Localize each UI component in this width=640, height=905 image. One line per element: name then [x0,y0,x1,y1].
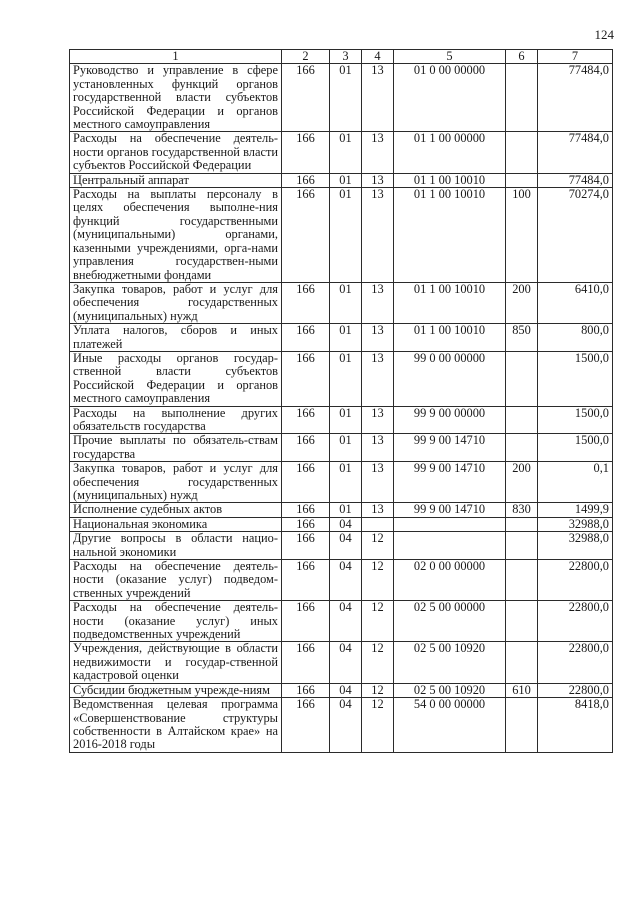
row-admin-code: 166 [282,698,330,753]
header-col-5: 5 [394,50,506,64]
row-target-article: 02 5 00 00000 [394,601,506,642]
row-expense-type [506,517,538,531]
row-admin-code: 166 [282,517,330,531]
row-subsection: 12 [362,532,394,560]
header-col-4: 4 [362,50,394,64]
row-admin-code: 166 [282,560,330,601]
row-description: Субсидии бюджетным учрежде-ниям [70,683,282,697]
row-section: 04 [330,601,362,642]
row-description: Ведомственная целевая программа «Совершенствование структуры собственности в Алтайском крае» на 2016-2018 годы [70,698,282,753]
table-row [70,517,613,531]
row-description: Расходы на обеспечение деятель-ности (оказание услуг) подведом-ственных учреждений [70,560,282,601]
row-expense-type: 100 [506,188,538,283]
table-row [70,351,613,406]
row-admin-code: 166 [282,642,330,683]
table-row [70,132,613,173]
row-subsection [362,517,394,531]
row-section: 04 [330,642,362,683]
row-amount: 1500,0 [538,406,613,434]
row-description: Расходы на выполнение других обязательств государства [70,406,282,434]
row-admin-code: 166 [282,64,330,132]
row-expense-type [506,698,538,753]
row-expense-type [506,560,538,601]
header-col-3: 3 [330,50,362,64]
row-target-article: 99 0 00 00000 [394,351,506,406]
table-row [70,434,613,462]
row-subsection: 13 [362,188,394,283]
row-amount: 22800,0 [538,601,613,642]
row-section: 01 [330,132,362,173]
row-target-article [394,517,506,531]
row-target-article: 02 0 00 00000 [394,560,506,601]
row-section: 01 [330,503,362,517]
row-subsection: 13 [362,462,394,503]
row-description: Другие вопросы в области нацио-нальной экономики [70,532,282,560]
row-target-article: 01 1 00 10010 [394,173,506,187]
table-row [70,462,613,503]
row-expense-type: 850 [506,324,538,352]
row-section: 04 [330,532,362,560]
row-admin-code: 166 [282,324,330,352]
row-amount: 70274,0 [538,188,613,283]
row-admin-code: 166 [282,462,330,503]
table-row [70,188,613,283]
row-amount: 22800,0 [538,560,613,601]
row-description: Закупка товаров, работ и услуг для обеспечения государственных (муниципальных) нужд [70,462,282,503]
row-section: 01 [330,406,362,434]
row-expense-type [506,642,538,683]
header-col-7: 7 [538,50,613,64]
row-expense-type [506,132,538,173]
row-section: 01 [330,462,362,503]
row-expense-type: 610 [506,683,538,697]
row-admin-code: 166 [282,282,330,323]
row-expense-type [506,173,538,187]
row-section: 04 [330,517,362,531]
row-target-article: 99 9 00 14710 [394,503,506,517]
row-amount: 800,0 [538,324,613,352]
row-subsection: 13 [362,132,394,173]
row-amount: 6410,0 [538,282,613,323]
row-admin-code: 166 [282,351,330,406]
table-row [70,324,613,352]
row-amount: 32988,0 [538,517,613,531]
row-subsection: 13 [362,324,394,352]
table-row [70,560,613,601]
row-subsection: 13 [362,282,394,323]
row-admin-code: 166 [282,188,330,283]
row-target-article: 99 9 00 14710 [394,434,506,462]
row-amount: 32988,0 [538,532,613,560]
row-admin-code: 166 [282,601,330,642]
row-expense-type [506,601,538,642]
header-col-6: 6 [506,50,538,64]
row-description: Центральный аппарат [70,173,282,187]
row-amount: 1500,0 [538,351,613,406]
row-admin-code: 166 [282,406,330,434]
row-description: Учреждения, действующие в области недвижимости и государ-ственной кадастровой оценки [70,642,282,683]
row-expense-type: 200 [506,462,538,503]
row-amount: 1499,9 [538,503,613,517]
row-expense-type [506,351,538,406]
row-admin-code: 166 [282,683,330,697]
row-target-article: 01 1 00 10010 [394,282,506,323]
row-section: 01 [330,324,362,352]
row-amount: 22800,0 [538,683,613,697]
row-target-article: 99 9 00 00000 [394,406,506,434]
row-expense-type [506,406,538,434]
header-col-2: 2 [282,50,330,64]
row-section: 01 [330,351,362,406]
table-row [70,683,613,697]
row-target-article: 54 0 00 00000 [394,698,506,753]
row-description: Исполнение судебных актов [70,503,282,517]
row-target-article: 01 1 00 00000 [394,132,506,173]
row-section: 04 [330,683,362,697]
row-target-article: 99 9 00 14710 [394,462,506,503]
row-section: 01 [330,282,362,323]
row-description: Закупка товаров, работ и услуг для обеспечения государственных (муниципальных) нужд [70,282,282,323]
table-row [70,503,613,517]
row-expense-type [506,532,538,560]
row-description: Прочие выплаты по обязатель-ствам государства [70,434,282,462]
row-subsection: 12 [362,642,394,683]
table-row [70,282,613,323]
row-description: Иные расходы органов государ-ственной власти субъектов Российской Федерации и органов местного самоуправления [70,351,282,406]
row-subsection: 13 [362,503,394,517]
row-subsection: 13 [362,173,394,187]
table-row [70,642,613,683]
table-row [70,532,613,560]
row-subsection: 13 [362,351,394,406]
row-description: Руководство и управление в сфере установленных функций органов государственной власти субъектов Российской Федерации и органов местного самоуправления [70,64,282,132]
row-description: Национальная экономика [70,517,282,531]
table-row [70,173,613,187]
row-subsection: 13 [362,406,394,434]
row-amount: 77484,0 [538,64,613,132]
budget-table [69,49,613,753]
row-target-article: 02 5 00 10920 [394,642,506,683]
row-target-article: 01 1 00 10010 [394,324,506,352]
row-amount: 77484,0 [538,132,613,173]
row-amount: 8418,0 [538,698,613,753]
table-row [70,698,613,753]
row-subsection: 13 [362,434,394,462]
row-description: Расходы на обеспечение деятель-ности (оказание услуг) иных подведомственных учреждений [70,601,282,642]
table-row [70,64,613,132]
row-target-article: 01 1 00 10010 [394,188,506,283]
header-col-1: 1 [70,50,282,64]
row-admin-code: 166 [282,434,330,462]
table-row [70,601,613,642]
row-subsection: 12 [362,601,394,642]
row-section: 04 [330,560,362,601]
row-expense-type [506,434,538,462]
page-number: 124 [594,27,614,42]
row-description: Расходы на выплаты персоналу в целях обеспечения выполне-ния функций государственными (муниципальными) органами, казенными учреждениями, орга-нами управления государствен-ными внебюджетными фондами [70,188,282,283]
row-subsection: 12 [362,560,394,601]
row-target-article [394,532,506,560]
row-description: Уплата налогов, сборов и иных платежей [70,324,282,352]
row-subsection: 12 [362,683,394,697]
row-admin-code: 166 [282,173,330,187]
row-target-article: 02 5 00 10920 [394,683,506,697]
row-amount: 77484,0 [538,173,613,187]
row-section: 04 [330,698,362,753]
table-row [70,406,613,434]
row-subsection: 13 [362,64,394,132]
row-expense-type [506,64,538,132]
table-body [70,64,613,752]
row-target-article: 01 0 00 00000 [394,64,506,132]
row-subsection: 12 [362,698,394,753]
row-amount: 0,1 [538,462,613,503]
row-section: 01 [330,64,362,132]
row-expense-type: 830 [506,503,538,517]
row-admin-code: 166 [282,503,330,517]
row-section: 01 [330,434,362,462]
row-amount: 1500,0 [538,434,613,462]
row-expense-type: 200 [506,282,538,323]
row-section: 01 [330,173,362,187]
row-admin-code: 166 [282,532,330,560]
row-admin-code: 166 [282,132,330,173]
row-section: 01 [330,188,362,283]
row-description: Расходы на обеспечение деятель-ности органов государственной власти субъектов Российской Федерации [70,132,282,173]
header-row [70,50,613,64]
row-amount: 22800,0 [538,642,613,683]
